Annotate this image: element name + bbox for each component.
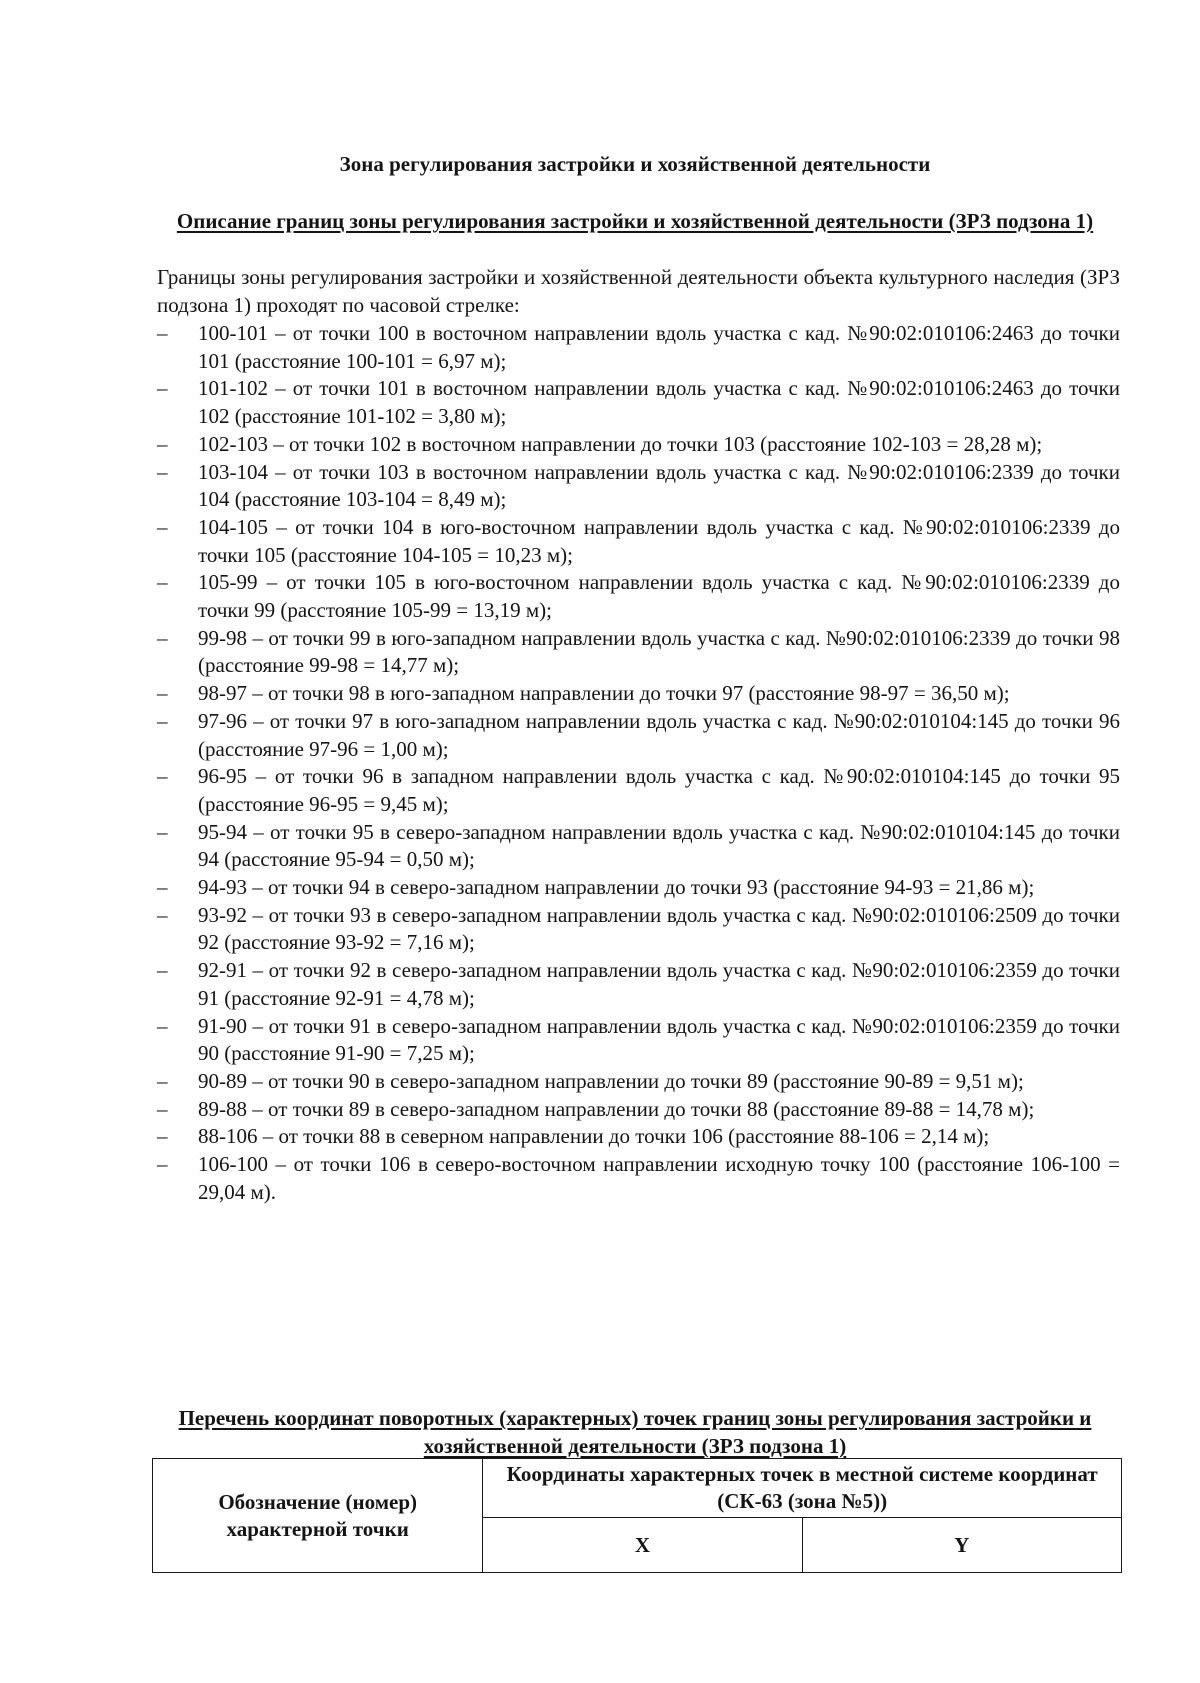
list-item xyxy=(157,625,1120,680)
list-dash: – xyxy=(157,681,168,706)
list-dash: – xyxy=(157,1152,168,1177)
list-dash: – xyxy=(157,875,168,900)
list-dash: – xyxy=(157,570,168,595)
list-item xyxy=(157,320,1120,375)
list-dash: – xyxy=(157,708,168,733)
list-dash: – xyxy=(157,625,168,650)
list-item xyxy=(157,569,1120,624)
list-dash: – xyxy=(157,902,168,927)
list-item-text: 100-101 – от точки 100 в восточном направлении вдоль участка с кад. №90:02:010106:2463 до точки 101 (расстояние 100-101 = 6,97 м); xyxy=(198,321,1120,373)
document-title: Зона регулирования застройки и хозяйственной деятельности xyxy=(339,152,931,176)
list-item-text: 90-89 – от точки 90 в северо-западном направлении до точки 89 (расстояние 90-89 = 9,51 м); xyxy=(198,1068,1024,1093)
intro-paragraph: Границы зоны регулирования застройки и хозяйственной деятельности объекта культурного наследия (ЗРЗ подзона 1) проходят по часовой стрелке: xyxy=(157,265,1120,317)
point-number-header: Обозначение (номер) характерной точки xyxy=(153,1459,483,1573)
list-item xyxy=(157,708,1120,763)
list-dash: – xyxy=(157,321,168,345)
table-header-row xyxy=(153,1459,1122,1518)
list-item-text: 104-105 – от точки 104 в юго-восточном направлении вдоль участка с кад. №90:02:010106:2339 до точки 105 (расстояние 104-105 = 10,23 м); xyxy=(198,514,1120,567)
list-dash: – xyxy=(157,819,168,844)
list-item-text: 91-90 – от точки 91 в северо-западном направлении вдоль участка с кад. №90:02:010106:2359 до точки 90 (расстояние 91-90 = 7,25 м); xyxy=(198,1013,1120,1066)
list-item-text: 101-102 – от точки 101 в восточном направлении вдоль участка с кад. №90:02:010106:2463 до точки 102 (расстояние 101-102 = 3,80 м); xyxy=(198,376,1120,429)
list-item-text: 93-92 – от точки 93 в северо-западном направлении вдоль участка с кад. №90:02:010106:2509 до точки 92 (расстояние 93-92 = 7,16 м); xyxy=(198,902,1120,955)
list-dash: – xyxy=(157,1068,168,1093)
coordinates-list-title: Перечень координат поворотных (характерных) точек границ зоны регулирования застройки и хозяйственной деятельности (ЗРЗ подзона 1) xyxy=(178,1406,1092,1458)
list-item-text: 98-97 – от точки 98 в юго-западном направлении до точки 97 (расстояние 98-97 = 36,50 м); xyxy=(198,681,1010,706)
boundary-description-title: Описание границ зоны регулирования застройки и хозяйственной деятельности (ЗРЗ подзона 1) xyxy=(176,209,1094,233)
x-column-header: X xyxy=(483,1518,802,1573)
list-item-text: 89-88 – от точки 89 в северо-западном направлении до точки 88 (расстояние 89-88 = 14,78 м); xyxy=(198,1096,1035,1121)
list-dash: – xyxy=(157,376,168,401)
list-item xyxy=(157,874,1120,902)
list-item xyxy=(157,1068,1120,1096)
list-item xyxy=(157,1013,1120,1068)
list-dash: – xyxy=(157,1096,168,1121)
list-item-text: 94-93 – от точки 94 в северо-западном направлении до точки 93 (расстояние 94-93 = 21,86 м); xyxy=(198,875,1035,900)
list-item-text: 88-106 – от точки 88 в северном направлении до точки 106 (расстояние 88-106 = 2,14 м); xyxy=(198,1124,990,1149)
list-item xyxy=(157,431,1120,459)
list-item-text: 97-96 – от точки 97 в юго-западном направлении вдоль участка с кад. №90:02:010104:145 до точки 96 (расстояние 97-96 = 1,00 м); xyxy=(198,708,1120,761)
list-item xyxy=(157,680,1120,708)
list-item xyxy=(157,514,1120,569)
list-item-text: 92-91 – от точки 92 в северо-западном направлении вдоль участка с кад. №90:02:010106:2359 до точки 91 (расстояние 92-91 = 4,78 м); xyxy=(198,958,1120,1010)
list-dash: – xyxy=(157,431,168,456)
list-item-text: 96-95 – от точки 96 в западном направлении вдоль участка с кад. №90:02:010104:145 до точки 95 (расстояние 96-95 = 9,45 м); xyxy=(198,764,1120,816)
list-item-text: 106-100 – от точки 106 в северо-восточном направлении исходную точку 100 (расстояние 106-100 = 29,04 м). xyxy=(198,1152,1120,1204)
list-item xyxy=(157,459,1120,514)
y-column-header: Y xyxy=(802,1518,1121,1573)
list-dash: – xyxy=(157,459,168,484)
list-item xyxy=(157,1151,1120,1206)
list-dash: – xyxy=(157,1013,168,1038)
list-item xyxy=(157,375,1120,430)
coordinates-table xyxy=(152,1458,1122,1573)
list-item-text: 103-104 – от точки 103 в восточном направлении вдоль участка с кад. №90:02:010106:2339 до точки 104 (расстояние 103-104 = 8,49 м); xyxy=(198,459,1120,512)
list-item xyxy=(157,1123,1120,1151)
list-item xyxy=(157,902,1120,957)
list-item-text: 99-98 – от точки 99 в юго-западном направлении вдоль участка с кад. №90:02:010106:2339 до точки 98 (расстояние 99-98 = 14,77 м); xyxy=(198,625,1120,678)
list-item-text: 95-94 – от точки 95 в северо-западном направлении вдоль участка с кад. №90:02:010104:145 до точки 94 (расстояние 95-94 = 0,50 м); xyxy=(198,819,1120,872)
boundary-segment-list xyxy=(157,320,1120,1207)
list-item-text: 102-103 – от точки 102 в восточном направлении до точки 103 (расстояние 102-103 = 28,28 м); xyxy=(198,431,1043,456)
list-item xyxy=(157,819,1120,874)
list-dash: – xyxy=(157,958,168,983)
list-item xyxy=(157,1096,1120,1124)
list-dash: – xyxy=(157,1124,168,1149)
list-item-text: 105-99 – от точки 105 в юго-восточном направлении вдоль участка с кад. №90:02:010106:2339 до точки 99 (расстояние 105-99 = 13,19 м); xyxy=(198,570,1120,623)
list-dash: – xyxy=(157,764,168,789)
list-item xyxy=(157,957,1120,1012)
list-dash: – xyxy=(157,514,168,539)
list-item xyxy=(157,763,1120,818)
coordinates-group-header: Координаты характерных точек в местной системе координат (СК-63 (зона №5)) xyxy=(483,1459,1122,1518)
